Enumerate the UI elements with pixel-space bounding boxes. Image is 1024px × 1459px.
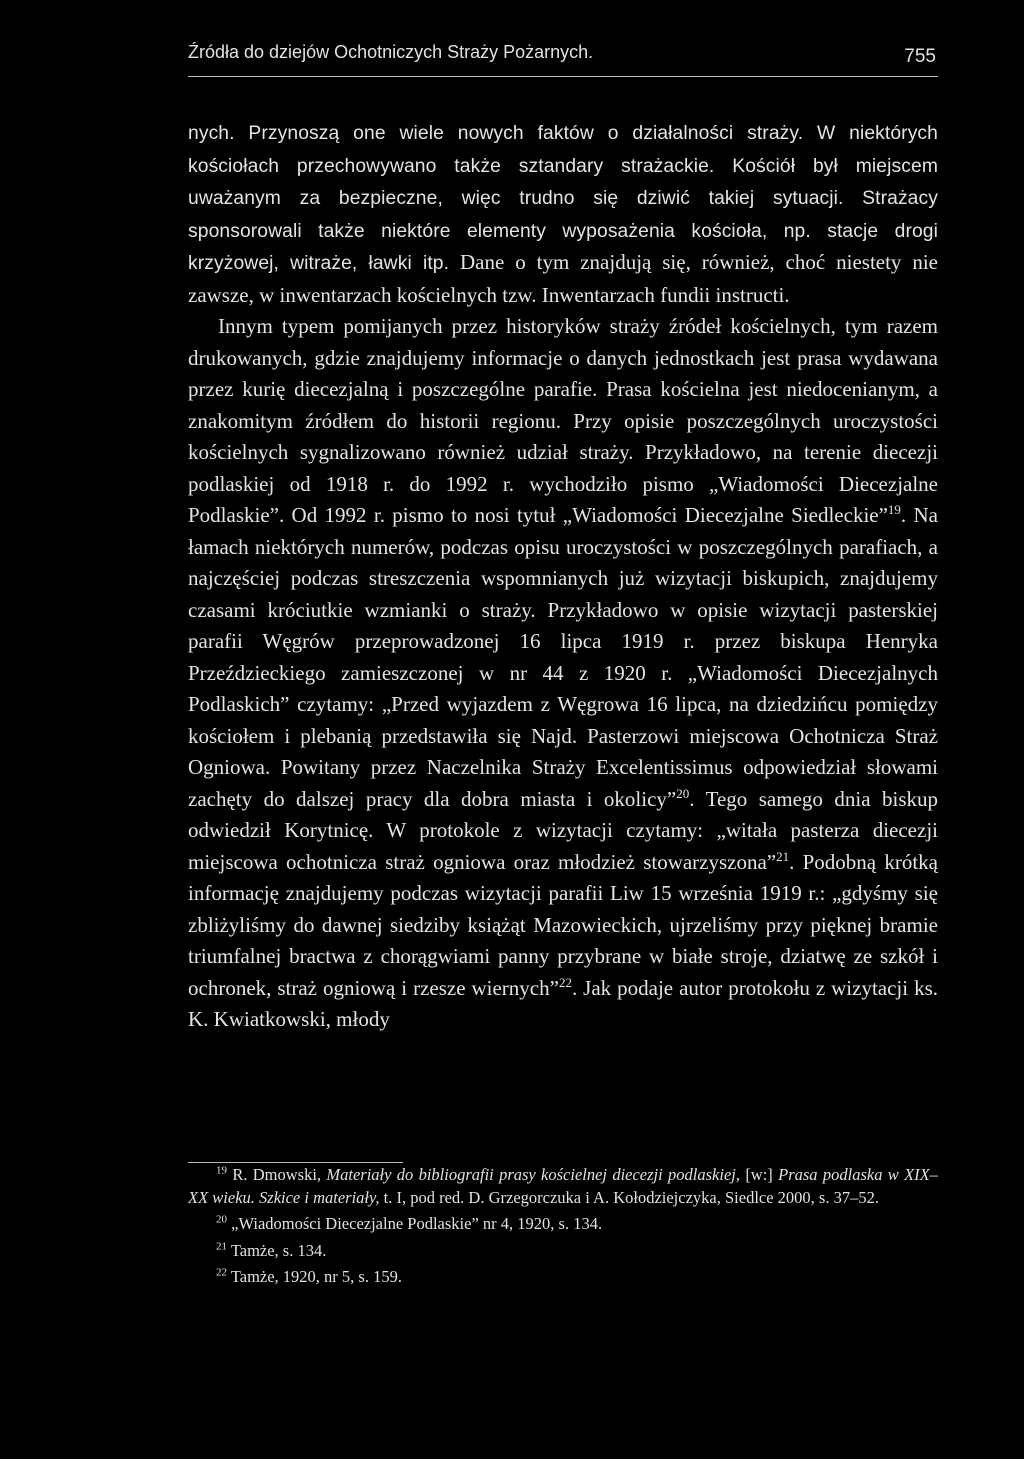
running-head-title: Źródła do dziejów Ochotniczych Straży Pożarnych.: [188, 42, 594, 62]
footnote-21: [188, 1240, 938, 1263]
page-number: 755: [904, 46, 936, 67]
paragraph-2-segment-5: . Jak podaje autor protokołu z wizytacji ks. K. Kwiatkowski, młody: [188, 975, 938, 1031]
footnote-ref-19[interactable]: 19: [887, 502, 901, 517]
footnote-separator: [188, 1162, 403, 1163]
footnote-number: 19: [216, 1164, 227, 1177]
header-rule: [188, 76, 938, 77]
paragraph-2-segment-3: . Tego samego dnia biskup odwiedził Korytnicę. W protokole z wizytacji czytamy: „witała pasterza diecezji miejscowa ochotnicza straż ogniowa oraz młodzież stowarzyszona”: [188, 786, 938, 874]
running-head: [188, 42, 936, 72]
body-text: [188, 117, 938, 1036]
footnote-ref-21[interactable]: 21: [776, 848, 790, 864]
paragraph-2-segment-4: . Podobną krótką informację znajdujemy podczas wizytacji parafii Liw 15 września 1919 r.: „gdyśmy się zbliżyliśmy do dawnej siedziby książąt Mazowieckich, ujrzeliśmy przy pięknej bramie triumfalnej bractwa z chorągwiami panny przybrane w białe stroje, dziatwę ze szkół i ochronek, straż ogniową i rzesze wiernych”: [188, 849, 938, 1000]
footnote-number: 22: [216, 1266, 227, 1279]
footnote-text: R. Dmowski,: [227, 1165, 327, 1184]
footnote-22: [188, 1266, 938, 1289]
footnote-20: [188, 1213, 938, 1236]
footnote-19: [188, 1164, 938, 1209]
paragraph-2-segment-2: . Na łamach niektórych numerów, podczas opisu uroczystości w poszczególnych parafiach, a najczęściej podczas streszczenia wspomnianych już wizytacji biskupich, znajdujemy czasami króciutkie wzmianki o straży. Przykładowo w opisie wizytacji pasterskiej parafii Węgrów przeprowadzonej 16 lipca 1919 r. przez biskupa Henryka Przeździeckiego zamieszczonej w nr 44 z 1920 r. „Wiadomości Diecezjalnych Podlaskich” czytamy: „Przed wyjazdem z Węgrowa 16 lipca, na dziedzińcu pomiędzy kościołem i plebanią przedstawiła się Najd. Pasterzowi miejscowa Ochotnicza Straż Ogniowa. Powitany przez Naczelnika Straży Excelentissimus odpowiedział słowami zachęty do dalszej pracy dla dobra miasta i okolicy”: [188, 503, 938, 811]
footnote-italic-title: Materiały do bibliografii prasy kościelnej diecezji podlaskiej,: [326, 1165, 740, 1184]
footnote-text: „Wiadomości Diecezjalne Podlaskie” nr 4, 1920, s. 134.: [227, 1214, 603, 1233]
footnote-text: Tamże, 1920, nr 5, s. 159.: [227, 1267, 402, 1286]
paragraph-2-segment-1: Innym typem pomijanych przez historyków straży źródeł kościelnych, tym razem drukowanych, gdzie znajdujemy informacje o danych jednostkach jest prasa wydawana przez kurię diecezjalną i poszczególne parafie. Prasa kościelna jest niedocenianym, a znakomitym źródłem do historii regionu. Przy opisie poszczególnych uroczystości kościelnych sygnalizowano również udział straży. Przykładowo, na terenie diecezji podlaskiej od 1918 r. do 1992 r. wychodziło pismo „Wiadomości Diecezjalne Podlaskie”. Od 1992 r. pismo to nosi tytuł „Wiadomości Diecezjalne Siedleckie”: [188, 314, 938, 527]
paragraph-1: [188, 117, 938, 311]
paragraph-1-serif-segment: Dane o tym znajdują się, również, choć niestety nie zawsze, w inwentarzach kościelnych tzw. Inwentarzach fundii instructi.: [188, 250, 939, 307]
footnote-ref-20[interactable]: 20: [676, 785, 690, 801]
footnotes: [188, 1164, 938, 1293]
footnote-text: [w:]: [740, 1165, 779, 1184]
paragraph-2: [188, 311, 938, 1036]
footnote-number: 21: [216, 1240, 227, 1252]
paragraph-1-sans-segment: nych. Przynoszą one wiele nowych faktów o działalności straży. W niektórych kościołach przechowywano także sztandary strażackie. Kościół był miejscem uważanym za bezpieczne, więc trudno się dziwić takiej sytuacji. Strażacy sponsorowali także niektóre elementy wyposażenia kościoła, np. stacje drogi krzyżowej, witraże, ławki itp.: [188, 123, 938, 274]
footnote-text: Tamże, s. 134.: [227, 1240, 327, 1260]
footnote-italic-title: Prasa podlaska w XIX–XX wieku. Szkice i materiały,: [188, 1165, 938, 1207]
footnote-number: 20: [216, 1213, 227, 1226]
footnote-text: t. I, pod red. D. Grzegorczuka i A. Kołodziejczyka, Siedlce 2000, s. 37–52.: [379, 1187, 879, 1207]
footnote-ref-22[interactable]: 22: [558, 974, 572, 990]
